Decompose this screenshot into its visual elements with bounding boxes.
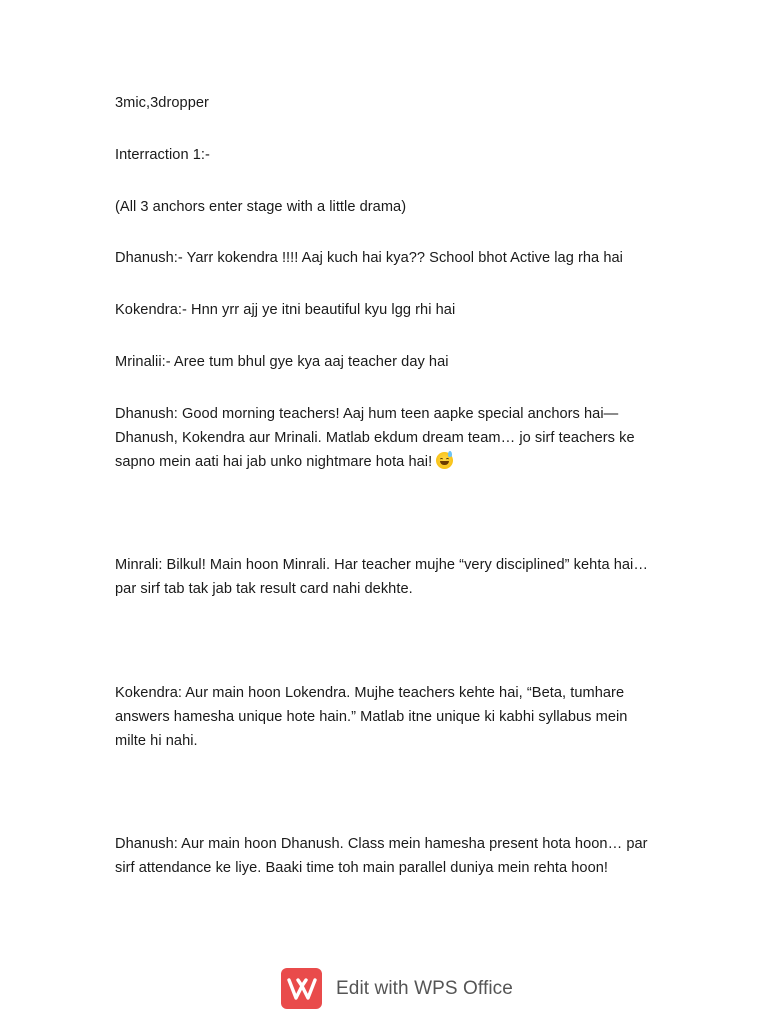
grinning-face-with-sweat-icon — [436, 452, 453, 469]
document-paragraph: Kokendra: Aur main hoon Lokendra. Mujhe teachers kehte hai, “Beta, tumhare answers hamesha unique hote hain.” Matlab itne unique ki kabhi syllabus mein milte hi nahi. — [115, 685, 628, 749]
wps-office-logo-icon — [281, 968, 322, 1009]
document-paragraph: Minrali: Bilkul! Main hoon Minrali. Har teacher mujhe “very disciplined” kehta hai… par sirf tab tak jab tak result card nahi dekhte. — [115, 557, 648, 597]
edit-with-wps-banner[interactable] — [281, 968, 513, 1009]
document-paragraph: Mrinalii:- Aree tum bhul gye kya aaj teacher day hai — [115, 354, 449, 370]
document-paragraph: Dhanush: Aur main hoon Dhanush. Class mein hamesha present hota hoon… par sirf attendance ke liye. Baaki time toh main parallel duniya mein rehta hoon! — [115, 836, 648, 876]
document-paragraph: Interraction 1:- — [115, 147, 210, 163]
document-paragraph: 3mic,3dropper — [115, 95, 209, 111]
document-paragraph-with-emoji — [115, 402, 655, 474]
document-paragraph: (All 3 anchors enter stage with a little drama) — [115, 199, 407, 215]
document-paragraph-text: Dhanush: Good morning teachers! Aaj hum teen aapke special anchors hai—Dhanush, Kokendra aur Mrinali. Matlab ekdum dream team… jo sirf teachers ke sapno mein aati hai jab unko nightmare hota hai! — [115, 406, 635, 470]
edit-with-wps-label[interactable]: Edit with WPS Office — [336, 977, 513, 999]
document-paragraph: Kokendra:- Hnn yrr ajj ye itni beautiful kyu lgg rhi hai — [115, 302, 456, 318]
document-paragraph: Dhanush:- Yarr kokendra !!!! Aaj kuch hai kya?? School bhot Active lag rha hai — [115, 250, 623, 266]
